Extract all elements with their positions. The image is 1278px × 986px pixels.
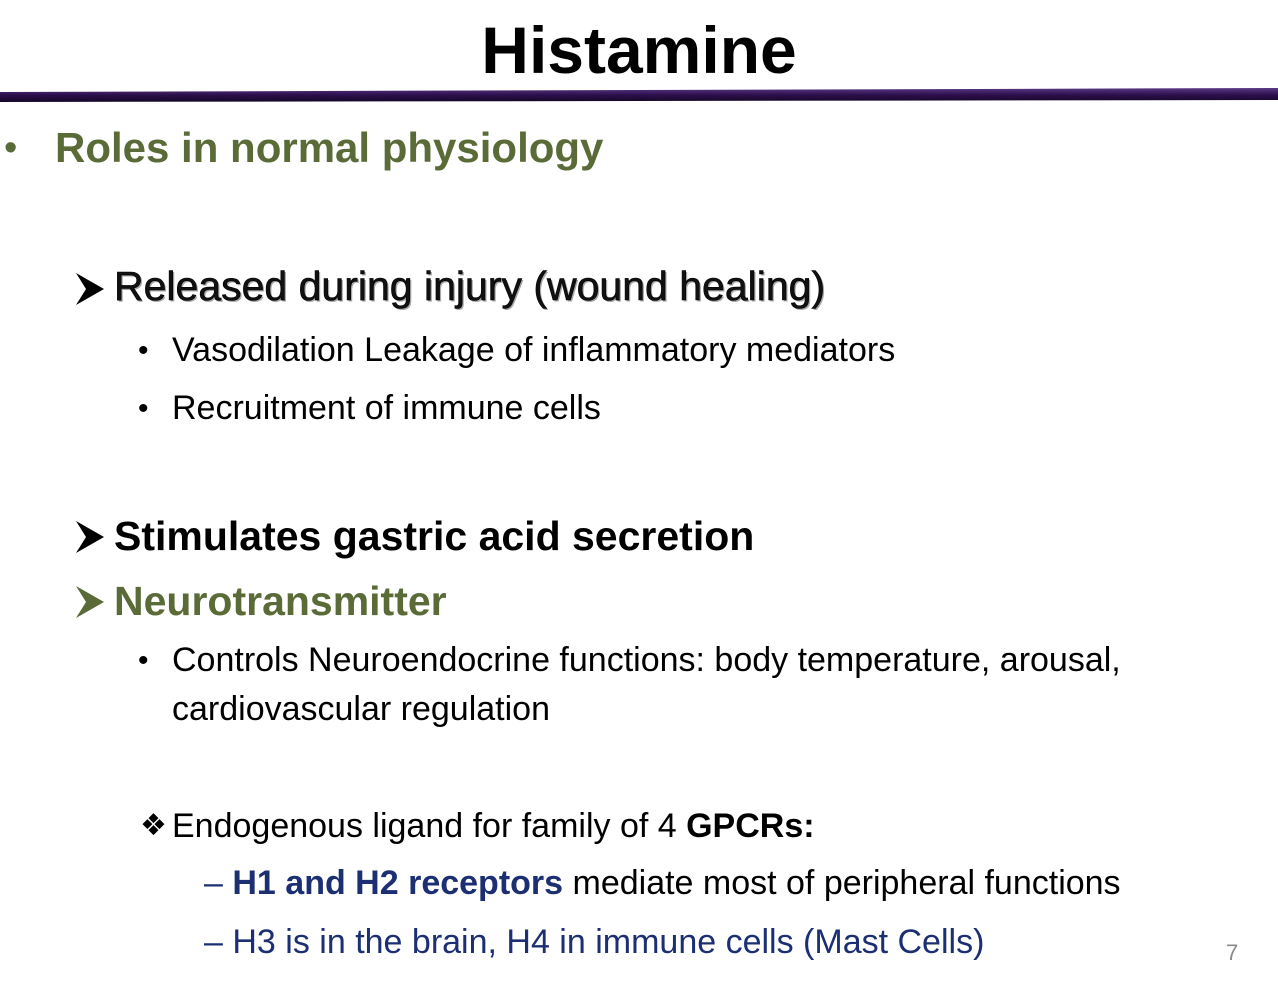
list-item: Controls Neuroendocrine functions: body temperature, arousal, cardiovascular regulation <box>172 641 1121 728</box>
item-heading: Released during injury (wound healing) <box>114 263 826 309</box>
dash: – <box>204 864 223 902</box>
arrowhead-icon <box>74 585 106 619</box>
gpcr-text: Endogenous ligand for family of 4 <box>172 807 687 845</box>
sub-item <box>204 920 984 964</box>
section-heading: Roles in normal physiology <box>55 124 604 171</box>
gpcr-line <box>172 804 815 848</box>
sub-item-text: mediate most of peripheral functions <box>563 864 1121 902</box>
arrowhead-icon <box>74 272 106 306</box>
bullet-dot: • <box>138 392 149 425</box>
item-heading: Stimulates gastric acid secretion <box>114 513 755 559</box>
arrowhead-icon <box>74 520 106 554</box>
bullet-dot: • <box>138 334 149 367</box>
bullet-dot: • <box>138 644 149 677</box>
list-item: Recruitment of immune cells <box>172 389 601 427</box>
sub-item-text: H3 is in the brain, H4 in immune cells (Mast Cells) <box>232 923 985 961</box>
list-item: Vasodilation Leakage of inflammatory mediators <box>172 331 896 369</box>
page-number: 7 <box>1226 940 1239 965</box>
gpcr-bold: GPCRs: <box>686 807 815 845</box>
four-diamond-icon: ❖ <box>140 809 167 842</box>
dash: – <box>204 923 223 961</box>
sub-item-bold: H1 and H2 receptors <box>232 864 564 902</box>
sub-item <box>204 861 1121 905</box>
title-divider <box>0 88 1278 102</box>
section-bullet: • <box>4 127 18 169</box>
item-heading: Neurotransmitter <box>114 578 447 624</box>
slide-title: Histamine <box>481 13 797 87</box>
